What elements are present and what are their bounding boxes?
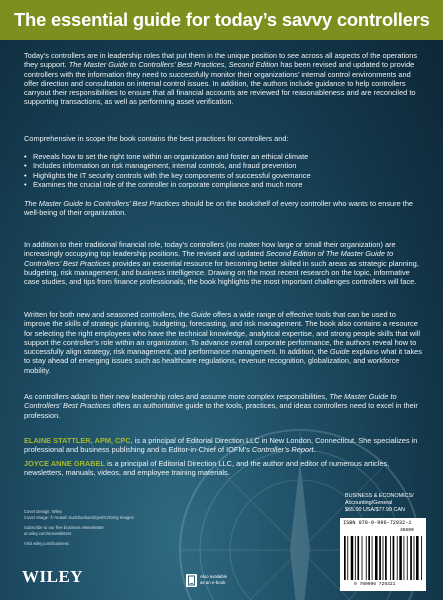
scope-paragraph: Comprehensive in scope the book contains the best practices for controllers and: <box>24 134 289 143</box>
closing-paragraph <box>24 392 424 420</box>
price-code: 36500 <box>400 528 414 533</box>
author-bio-text: . <box>313 445 316 455</box>
tools-paragraph <box>24 310 424 375</box>
book-title-italic: The Master Guide to Controllers’ Best Practices <box>24 392 397 411</box>
author-bio-text: is a principal of Editorial Direction LLC in New London, Connecticut. She specializes in professional and business publishing and is Editor-in-Chief of IOFM’s <box>24 436 418 455</box>
list-item: • Examines the crucial role of the controller in corporate compliance and much more <box>24 180 424 189</box>
page-title: The essential guide for today’s savvy controllers <box>14 9 430 30</box>
list-item: • Reveals how to set the right tone within an organization and foster an ethical climate <box>24 152 424 161</box>
cover-design-credit: Cover Design: Wiley <box>24 509 62 514</box>
tools-text-b: offers a wide range of effective tools that can be used to improve the skills of strategic planning, budgeting, forecasting, and risk management. The book also contains a resource for selecting the right employees who have the technical knowledge, analytical expertise, and strong people skills that will support the controller’s role within an organization. To advance overall corporate performance, the authors reveal how to successfully align strategy, risk management, and performance management. In addition, the <box>24 310 421 357</box>
author-bio-1 <box>24 436 424 455</box>
book-title-italic: The Master Guide to Controllers’ Best Practices, Second Edition <box>68 60 279 70</box>
category-line: BUSINESS & ECONOMICS/ <box>345 493 414 499</box>
features-list <box>24 152 424 189</box>
leadership-text-b: provides an essential resource for becoming better skilled in such areas as strategic planning, budgeting, risk management, and business intelligence. Drawing on the most recent research on the topic, informative case studies, and tips from finance professionals, the book highlights the most important challenges controllers will face. <box>24 258 419 287</box>
ebook-icon <box>186 574 197 587</box>
bookshelf-text: should be on the bookshelf of every controller who wants to ensure the well-being of their organization. <box>24 199 414 218</box>
intro-text-a: Today’s controllers are in leadership roles that put them in the unique position to see across all aspects of the operations they support. <box>24 51 418 70</box>
guide-italic: Guide <box>329 347 350 357</box>
ebook-text-line: Also available <box>200 574 228 579</box>
price-text: $65.00 USA/$77.99 CAN <box>345 506 405 513</box>
bookshelf-paragraph <box>24 199 424 218</box>
ebook-availability <box>200 574 227 585</box>
barcode-box <box>340 518 426 591</box>
cover-image-credit: Cover Image: © Anatoli Sudchanham/EyeEm/Getty Images <box>24 514 134 520</box>
publication-italic: Controller’s Report <box>251 445 314 455</box>
author-name: ELAINE STATTLER, APM, CPC, <box>24 436 133 445</box>
intro-text-b: has been revised and updated to provide controllers with the information they need to successfully monitor their organizations’ internal control environments and offer direction and consultation on internal control issues. In addition, the authors include guidance to help controllers carryout their responsibilities to ensure that all financial accounts are reviewed for reasonableness and are reconciled to supporting transactions, as well as performing asset verification. <box>24 60 416 107</box>
tools-text-a: Written for both new and seasoned controllers, the <box>24 310 192 319</box>
edition-title-italic: Second Edition of The Master Guide to Controllers’ Best Practices <box>24 249 394 268</box>
list-item: • Includes information on risk management, internal controls, and fraud prevention <box>24 161 424 170</box>
visit-link: Visit wiley.com/business <box>24 541 69 547</box>
closing-text-a: As controllers adapt to their new leadership roles and assume more complex responsibilities, <box>24 392 330 401</box>
barcode-digits: 9 780996 729321 <box>354 582 396 587</box>
author-bio-2 <box>24 459 424 478</box>
list-item: • Highlights the IT security controls with the key components of successful governance <box>24 171 424 180</box>
category-line: Accounting/General <box>345 499 393 506</box>
author-bio-text: is a principal of Editorial Direction LLC, and the author and editor of numerous articles, newsletters, manuals, videos, and employee training materials. <box>24 459 390 478</box>
subscribe-text: Subscribe to our free business eNewsletter <box>24 525 104 531</box>
cover-credits <box>24 509 184 547</box>
title-bar <box>0 0 443 40</box>
book-title-italic: The Master Guide to Controllers’ Best Practices <box>24 199 180 208</box>
wiley-logo: WILEY <box>22 567 84 586</box>
ebook-text-line: as an e-book <box>200 579 226 585</box>
guide-italic: Guide <box>191 310 211 319</box>
barcode-icon <box>344 536 422 580</box>
intro-paragraph <box>24 51 424 107</box>
subscribe-link: at wiley.com/enewsletters <box>24 530 72 536</box>
leadership-paragraph <box>24 240 424 286</box>
isbn-text: ISBN 978-0-996-72932-1 <box>343 520 412 526</box>
leadership-text-a: In addition to their traditional financial role, today’s controllers (no matter how large or small their organization) are increasingly occupying top leadership positions. The revised and updated <box>24 240 396 259</box>
closing-text-b: offers an authoritative guide to the tools, practices, and ideas controllers need to excel in their profession. <box>24 401 418 420</box>
author-name: JOYCE ANNE GRABEL <box>24 459 106 468</box>
category-info <box>345 493 414 513</box>
tools-text-c: explains what it takes to stay ahead of emerging issues such as healthcare regulations, revenue recognition, globalization, and workforce mobility. <box>24 347 422 375</box>
